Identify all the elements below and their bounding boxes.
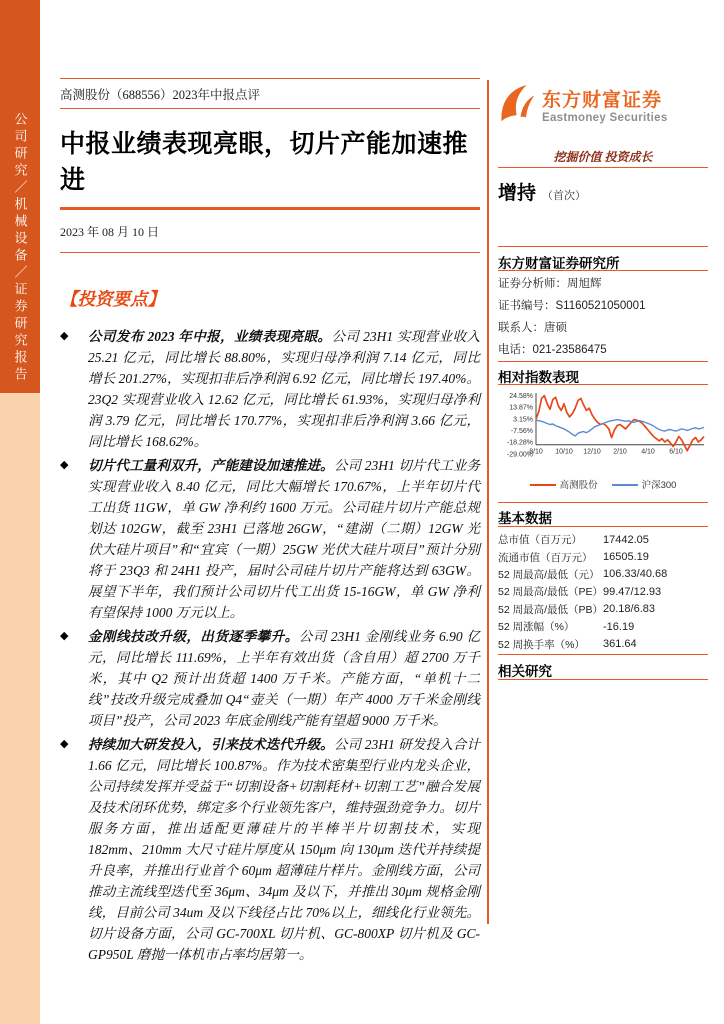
rule-under-basic-data-heading [498,526,708,527]
brand-name [542,90,668,124]
bullet-text: 公司发布 2023 年中报，业绩表现亮眼。公司 23H1 实现营业收入 25.21 亿元，同比增长 88.80%，实现归母净利润 7.14 亿元，同比增长 201.27%，实现扣非后净利润 6.92 亿元，同比增长 197.40%。23Q2 实现营业收入 12.62 亿元，同比增长 61.93%，实现归母净利润 3.79 亿元，同比增长 170.77%，实现扣非后净利润 3.66 亿元，同比增长 168.62%。 [88,329,481,449]
rating-suffix: （首次） [542,190,587,202]
line-chart-svg [498,390,708,470]
rule-under-chart-heading [498,384,708,385]
header-rule-mid [60,108,480,109]
institute-heading: 东方财富证券研究所 [498,256,620,271]
investment-highlights-heading: 【投资要点】 [60,289,165,309]
contact-row: 证券分析师： 周旭辉 [498,278,602,290]
legend-item: 高测股份 [530,477,598,491]
basic-data-heading: 基本数据 [498,511,552,526]
report-date: 2023 年 08 月 10 日 [60,225,160,239]
highlight-bullet [60,734,480,965]
highlight-bullet [60,326,480,452]
legend-item: 沪深300 [612,477,677,491]
svg-text:-29.00%: -29.00% [506,451,533,459]
basic-data-row: 52 周换手率（%） 361.64 [498,638,637,651]
diamond-bullet-icon: ◆ [60,330,69,342]
basic-data-table [498,531,708,653]
relative-index-chart [498,390,708,475]
title-rule-thick [60,207,480,210]
rule-under-slogan [498,167,708,168]
diamond-bullet-icon: ◆ [60,738,69,750]
basic-data-row: 总市值（百万元） 17442.05 [498,533,649,547]
svg-text:-7.56%: -7.56% [510,428,533,436]
svg-text:2/10: 2/10 [613,448,627,456]
brand-name-en: Eastmoney Securities [542,111,668,124]
chart-legend [498,477,708,491]
highlight-bullet [60,626,480,731]
svg-text:24.58%: 24.58% [509,392,533,400]
highlight-bullet [60,455,480,623]
legend-line-swatch [530,484,556,486]
report-subtitle: 高测股份（688556）2023年中报点评 [60,88,261,102]
svg-text:3.15%: 3.15% [513,416,533,424]
rule-above-related [498,654,708,655]
contact-row: 电话： 021-23586475 [498,344,607,356]
svg-text:8/10: 8/10 [529,448,543,456]
bullet-text: 持续加大研发投入，引来技术迭代升级。公司 23H1 研发投入合计 1.66 亿元，同比增长 100.87%。作为技术密集型行业内龙头企业，公司持续发挥并受益于“切割设备+切割耗材+切割工艺”融合发展及技术闭环优势，绑定多个行业领先客户，维持强劲竞争力。切片服务方面，推出适配更薄硅片的半棒半片切割技术，实现 182mm、210mm 大尺寸硅片厚度从 150μm 向 130μm 迭代并持续提升良率，并推出行业首个 60μm 超薄硅片样片。金刚线方面，公司推动主流线型迭代至 36μm、34μm 及以下，并推出 30μm 规格金刚线，目前公司 34um 及以下线径占比 70%以上，细线化行业领先。切片设备方面，公司 GC-700XL 切片机、GC-800XP 切片机及 GC-GP950L 磨抛一体机市占率均居第一。 [88,737,481,962]
index-performance-heading: 相对指数表现 [498,370,579,385]
left-page-band-orange [0,0,40,393]
svg-text:-18.28%: -18.28% [506,439,533,447]
stock-rating [498,178,708,205]
rule-under-related [498,679,708,680]
date-rule-bottom [60,252,480,253]
diamond-bullet-icon: ◆ [60,459,69,471]
contact-row: 联系人： 唐硕 [498,322,567,334]
svg-text:4/10: 4/10 [641,448,655,456]
brand-name-cn: 东方财富证券 [542,89,663,111]
rating-value: 增持 [498,183,537,204]
basic-data-row: 52 周涨幅（%） -16.19 [498,620,635,634]
main-column [60,78,480,968]
column-divider-line [487,80,489,924]
bullet-text: 金刚线技改升级，出货逐季攀升。公司 23H1 金刚线业务 6.90 亿元，同比增长 111.69%，上半年有效出货（含自用）超 2700 万千米，其中 Q2 预计出货超 1400 万千米。产能方面，“单机十二线”技改升级完成叠加 Q4“壶关（一期）年产 4000 万千米金刚线项目”投产，公司 2023 年底金刚线产能有望超 9000 万千米。 [88,629,481,728]
right-sidebar [498,0,708,1024]
bullet-text: 切片代工量利双升，产能建设加速推进。公司 23H1 切片代工业务实现营业收入 8.40 亿元，同比大幅增长 170.67%，上半年切片代工出货 11GW，单 GW 净利约 1600 万元。公司硅片切片产能总规划达 102GW，截至 23H1 已落地 26GW，“建湖（二期）12GW 光伏大硅片项目”和“宜宾（一期）25GW 光伏大硅片项目”预计分别将于 23Q3 和 24H1 投产，届时公司硅片切片产能将达到 63GW。展望下半年，我们预计公司切片代工出货 15-16GW，单 GW 净利有望保持 1000 万元以上。 [88,458,481,620]
related-research-heading: 相关研究 [498,664,552,679]
basic-data-row: 52 周最高/最低（PE） 99.47/12.93 [498,585,662,599]
contact-row: 证书编号： S1160521050001 [498,300,646,312]
svg-text:10/10: 10/10 [555,448,573,456]
rule-above-institute [498,246,708,247]
series-高测股份 [536,396,704,451]
eastmoney-swoosh-icon [498,82,536,131]
series-沪深300 [536,420,704,436]
brand-logo [498,82,708,131]
report-category-vertical-text: 公司研究／机械设备／证券研究报告 [12,112,28,384]
svg-text:13.87%: 13.87% [509,404,533,412]
rule-above-basic-data [498,502,708,503]
basic-data-row: 流通市值（百万元） 16505.19 [498,551,649,564]
highlight-bullet-list [60,326,480,965]
svg-text:6/10: 6/10 [669,448,683,456]
diamond-bullet-icon: ◆ [60,630,69,642]
legend-line-swatch [612,484,638,486]
brand-slogan: 挖掘价值 投资成长 [553,150,653,164]
rule-under-institute [498,270,708,271]
left-page-band [0,0,40,1024]
svg-text:12/10: 12/10 [583,448,601,456]
basic-data-row: 52 周最高/最低（元） 106.33/40.68 [498,568,668,581]
contact-list [498,277,708,365]
report-title: 中报业绩表现亮眼，切片产能加速推进 [60,130,469,194]
basic-data-row: 52 周最高/最低（PB） 20.18/6.83 [498,603,655,616]
rule-above-chart [498,361,708,362]
